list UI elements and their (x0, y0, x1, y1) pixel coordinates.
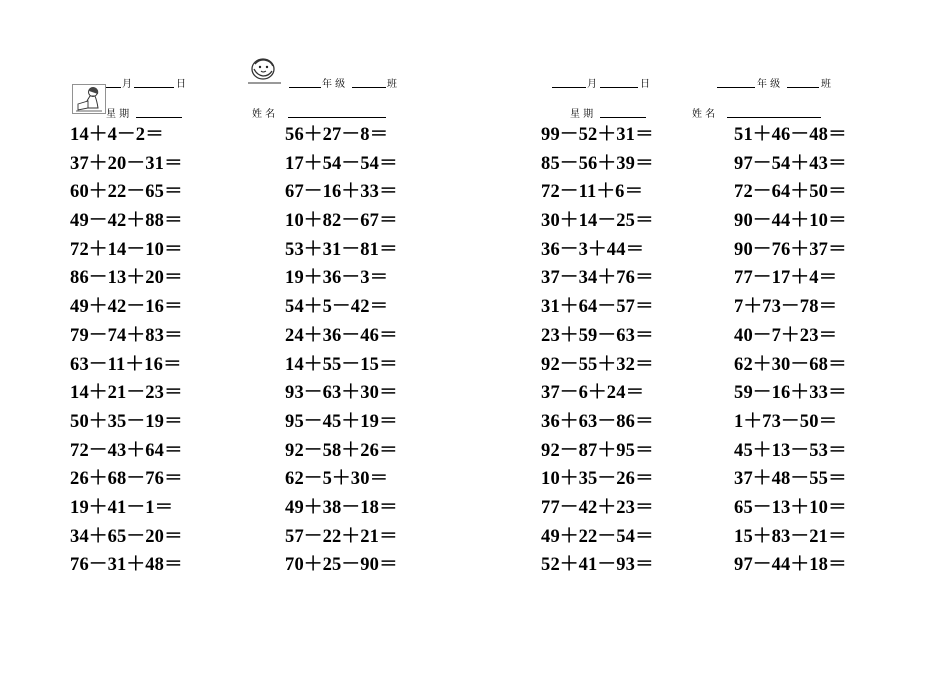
math-problem: 49＋22－54＝ (541, 526, 654, 547)
math-problem: 63－11＋16＝ (70, 354, 182, 375)
math-problem: 62－5＋30＝ (285, 469, 389, 490)
day-label: 日 (176, 79, 186, 90)
name-blank-2[interactable] (727, 117, 821, 118)
name-label: 姓 名 (252, 109, 276, 120)
grade-blank-2[interactable] (717, 87, 755, 88)
math-problem: 57－22＋21＝ (285, 526, 398, 547)
class-blank-2[interactable] (787, 87, 819, 88)
girl-reading-icon (72, 84, 106, 114)
math-problem: 97－54＋43＝ (734, 153, 847, 174)
problem-column-4 (734, 121, 847, 580)
math-problem: 62＋30－68＝ (734, 354, 847, 375)
month-blank[interactable] (106, 87, 121, 88)
math-problem: 97－44＋18＝ (734, 555, 847, 576)
math-problem: 19＋36－3＝ (285, 268, 389, 289)
math-problem: 92－87＋95＝ (541, 440, 654, 461)
math-problem: 99－52＋31＝ (541, 125, 654, 145)
math-problem: 37－34＋76＝ (541, 268, 654, 289)
math-problem: 10＋35－26＝ (541, 469, 654, 490)
grade-label-2: 年 级 (757, 79, 781, 90)
weekday-label: 星 期 (106, 109, 130, 120)
math-problem: 56＋27－8＝ (285, 125, 389, 145)
math-problem: 14＋55－15＝ (285, 354, 398, 375)
math-problem: 54＋5－42＝ (285, 297, 389, 318)
month-label: 月 (122, 79, 132, 90)
problem-column-1 (70, 121, 183, 580)
math-problem: 52＋41－93＝ (541, 555, 654, 576)
math-problem: 70＋25－90＝ (285, 555, 398, 576)
class-blank[interactable] (352, 87, 386, 88)
grade-blank[interactable] (289, 87, 321, 88)
math-problem: 10＋82－67＝ (285, 211, 398, 232)
name-blank[interactable] (288, 117, 386, 118)
math-problem: 36－3＋44＝ (541, 239, 645, 260)
math-problem: 34＋65－20＝ (70, 526, 183, 547)
math-problem: 85－56＋39＝ (541, 153, 654, 174)
month-blank-2[interactable] (552, 87, 586, 88)
weekday-blank-2[interactable] (600, 117, 646, 118)
math-problem: 37－6＋24＝ (541, 383, 645, 404)
math-problem: 14＋21－23＝ (70, 383, 183, 404)
math-problem: 93－63＋30＝ (285, 383, 398, 404)
day-label-2: 日 (640, 79, 650, 90)
day-blank-2[interactable] (600, 87, 638, 88)
math-problem: 90－76＋37＝ (734, 239, 847, 260)
weekday-label-2: 星 期 (570, 109, 594, 120)
math-problem: 59－16＋33＝ (734, 383, 847, 404)
math-problem: 72＋14－10＝ (70, 239, 183, 260)
math-problem: 26＋68－76＝ (70, 469, 183, 490)
math-problem: 53＋31－81＝ (285, 239, 398, 260)
math-problem: 36＋63－86＝ (541, 411, 654, 432)
math-problem: 37＋20－31＝ (70, 153, 183, 174)
math-problem: 79－74＋83＝ (70, 325, 183, 346)
math-problem: 15＋83－21＝ (734, 526, 847, 547)
math-problem: 95－45＋19＝ (285, 411, 398, 432)
math-problem: 76－31＋48＝ (70, 555, 183, 576)
grade-label: 年 级 (322, 79, 346, 90)
math-problem: 65－13＋10＝ (734, 497, 847, 518)
math-problem: 77－17＋4＝ (734, 268, 838, 289)
math-problem: 1＋73－50＝ (734, 411, 838, 432)
math-problem: 49－42＋88＝ (70, 211, 183, 232)
math-problem: 72－64＋50＝ (734, 182, 847, 203)
math-problem: 51＋46－48＝ (734, 125, 847, 145)
math-problem: 45＋13－53＝ (734, 440, 847, 461)
math-problem: 60＋22－65＝ (70, 182, 183, 203)
weekday-blank[interactable] (136, 117, 182, 118)
math-problem: 50＋35－19＝ (70, 411, 183, 432)
math-problem: 7＋73－78＝ (734, 297, 838, 318)
problem-column-3 (541, 121, 654, 580)
math-problem: 92－55＋32＝ (541, 354, 654, 375)
class-label: 班 (387, 79, 397, 90)
math-problem: 37＋48－55＝ (734, 469, 847, 490)
math-problem: 77－42＋23＝ (541, 497, 654, 518)
math-problem: 90－44＋10＝ (734, 211, 847, 232)
math-problem: 86－13＋20＝ (70, 268, 183, 289)
math-problem: 19＋41－1＝ (70, 497, 174, 518)
math-problem: 14＋4－2＝ (70, 125, 164, 145)
math-problem: 17＋54－54＝ (285, 153, 398, 174)
day-blank[interactable] (134, 87, 174, 88)
math-problem: 23＋59－63＝ (541, 325, 654, 346)
name-label-2: 姓 名 (692, 109, 716, 120)
math-problem: 72－43＋64＝ (70, 440, 183, 461)
math-problem: 30＋14－25＝ (541, 211, 654, 232)
math-problem: 67－16＋33＝ (285, 182, 398, 203)
math-problem: 24＋36－46＝ (285, 325, 398, 346)
month-label-2: 月 (587, 79, 597, 90)
lion-icon (247, 55, 283, 85)
math-problem: 49＋38－18＝ (285, 497, 398, 518)
math-problem: 31＋64－57＝ (541, 297, 654, 318)
problem-column-2 (285, 121, 398, 580)
class-label-2: 班 (821, 79, 831, 90)
math-problem: 92－58＋26＝ (285, 440, 398, 461)
math-problem: 72－11＋6＝ (541, 182, 644, 203)
math-problem: 40－7＋23＝ (734, 325, 838, 346)
math-problem: 49＋42－16＝ (70, 297, 183, 318)
